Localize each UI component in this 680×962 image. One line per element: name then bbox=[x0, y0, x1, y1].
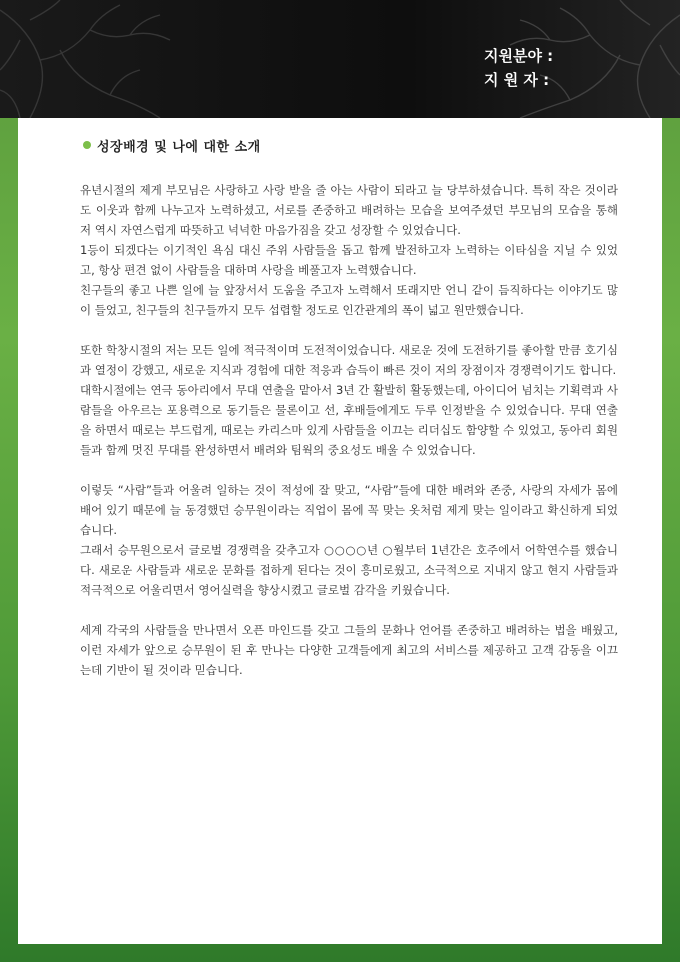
tree-branch-decoration-left bbox=[0, 0, 190, 118]
document-page bbox=[18, 118, 662, 944]
section-heading bbox=[80, 134, 618, 156]
bullet-icon bbox=[83, 141, 91, 149]
paragraph: 세계 각국의 사람들을 만나면서 오픈 마인드를 갖고 그들의 문화나 언어를 존중하고 배려하는 법을 배웠고, 이런 자세가 앞으로 승무원이 된 후 만나는 다양한 고객들에게 최고의 서비스를 제공하고 고객 감동을 이끄는데 기반이 될 것이라 믿습니다. bbox=[80, 623, 618, 677]
paragraph: 1등이 되겠다는 이기적인 욕심 대신 주위 사람들을 돕고 함께 발전하고자 노력하는 이타심을 지닐 수 있었고, 항상 편견 없이 사람들을 대하며 사랑을 베풀고자 노력했습니다. bbox=[80, 243, 618, 277]
header-banner bbox=[0, 0, 680, 118]
applicant-label: 지 원 자 : bbox=[484, 71, 550, 89]
paragraph: 그래서 승무원으로서 글로벌 경쟁력을 갖추고자 ○○○○년 ○월부터 1년간은 호주에서 어학연수를 했습니다. 새로운 사람들과 새로운 문화를 접하게 된다는 것이 흥미로웠고, 소극적으로 지내지 않고 현지 사람들과 적극적으로 어울리면서 영어실력을 향상시켰고 글로벌 감각을 키웠습니다. bbox=[80, 543, 618, 597]
document-content bbox=[80, 134, 618, 680]
paragraph: 이렇듯 “사람”들과 어울려 일하는 것이 적성에 잘 맞고, “사람”들에 대한 배려와 존중, 사랑의 자세가 몸에 배어 있기 때문에 늘 동경했던 승무원이라는 직업이 몸에 꼭 맞는 옷처럼 제게 맞는 일이라고 확신하게 되었습니다. bbox=[80, 483, 618, 537]
paragraph: 또한 학창시절의 저는 모든 일에 적극적이며 도전적이었습니다. 새로운 것에 도전하기를 좋아할 만큼 호기심과 열정이 강했고, 새로운 지식과 경험에 대한 적응과 습득이 빠른 것이 저의 장점이자 경쟁력이기도 합니다. bbox=[80, 343, 618, 377]
application-field-label: 지원분야 : bbox=[484, 47, 554, 65]
paragraph: 유년시절의 제게 부모님은 사랑하고 사랑 받을 줄 아는 사람이 되라고 늘 당부하셨습니다. 특히 작은 것이라도 이웃과 함께 나누고자 노력하셨고, 서로를 존중하고 배려하는 모습을 보여주셨던 부모님의 모습을 통해 저 역시 자연스럽게 따뜻하고 넉넉한 마음가짐을 갖고 성장할 수 있었습니다. bbox=[80, 183, 618, 237]
paragraph: 친구들의 좋고 나쁜 일에 늘 앞장서서 도움을 주고자 노력해서 또래지만 언니 같이 듬직하다는 이야기도 많이 들었고, 친구들의 친구들까지 모두 섭렵할 정도로 인간관계의 폭이 넓고 원만했습니다. bbox=[80, 283, 618, 317]
paragraph: 대학시절에는 연극 동아리에서 무대 연출을 맡아서 3년 간 활발히 활동했는데, 아이디어 넘치는 기획력과 사람들을 아우르는 포용력으로 동기들은 물론이고 선, 후배들에게도 두루 인정받을 수 있었습니다. 무대 연출을 하면서 때로는 부드럽게, 때로는 카리스마 있게 사람들을 이끄는 리더십도 함양할 수 있었고, 동아리 회원들과 함께 멋진 무대를 완성하면서 배려와 팀웍의 중요성도 배울 수 있었습니다. bbox=[80, 383, 618, 457]
section-title: 성장배경 및 나에 대한 소개 bbox=[97, 139, 261, 155]
